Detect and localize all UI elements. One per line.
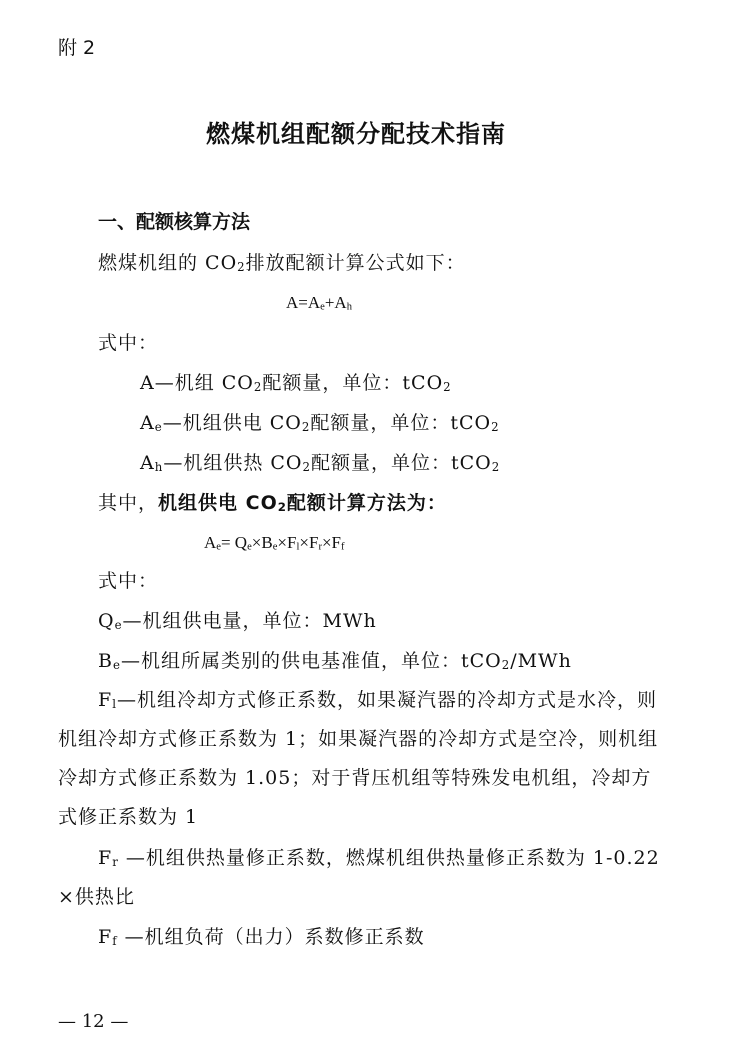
document-title: 燃煤机组配额分配技术指南	[206, 120, 506, 148]
definition-fr-line1: $F_r$ —机组供热量修正系数，燃煤机组供热量修正系数为 1-0.22	[98, 847, 660, 869]
definition-fl-line1: $F_l—$机组冷却方式修正系数，如果凝汽器的冷却方式是水冷，则	[98, 689, 657, 711]
definition-ff: $F_f$ —机组负荷（出力）系数修正系数	[98, 926, 425, 948]
section-heading: 一、配额核算方法	[98, 211, 251, 233]
definition-fl-line3: 冷却方式修正系数为 1.05；对于背压机组等特殊发电机组，冷却方	[58, 767, 652, 789]
formula-power: $A_e= Q_e\times B_e\times F_l\times F_r\times F_f$	[204, 533, 345, 553]
intro-paragraph: 燃煤机组的 $CO_2$排放配额计算公式如下：	[98, 252, 466, 274]
page-number: — 12 —	[58, 1011, 129, 1032]
where-label-2: 式中：	[98, 570, 159, 592]
definition-ae: $A_e—$机组供电 $CO_2$配额量，单位：tCO$_2$	[140, 412, 500, 434]
definition-be: $B_e—$机组所属类别的供电基准值，单位：tCO$_2$/MWh	[98, 650, 572, 672]
definition-fr-line2: ×供热比	[58, 886, 135, 908]
formula-total: $A=A_e+A_h$	[286, 293, 352, 313]
among-paragraph: 其中，机组供电 $CO_2$配额计算方法为：	[98, 492, 447, 514]
definition-a: A—机组 $CO_2$配额量，单位：tCO$_2$	[140, 372, 452, 394]
definition-qe: $Q_e—$机组供电量，单位：MWh	[98, 610, 377, 632]
definition-fl-line2: 机组冷却方式修正系数为 1；如果凝汽器的冷却方式是空冷，则机组	[58, 728, 659, 750]
definition-ah: $A_h—$机组供热 $CO_2$配额量，单位：tCO$_2$	[140, 452, 501, 474]
attachment-label: 附 2	[58, 37, 96, 59]
definition-fl-line4: 式修正系数为 1	[58, 806, 199, 828]
where-label: 式中：	[98, 332, 159, 354]
